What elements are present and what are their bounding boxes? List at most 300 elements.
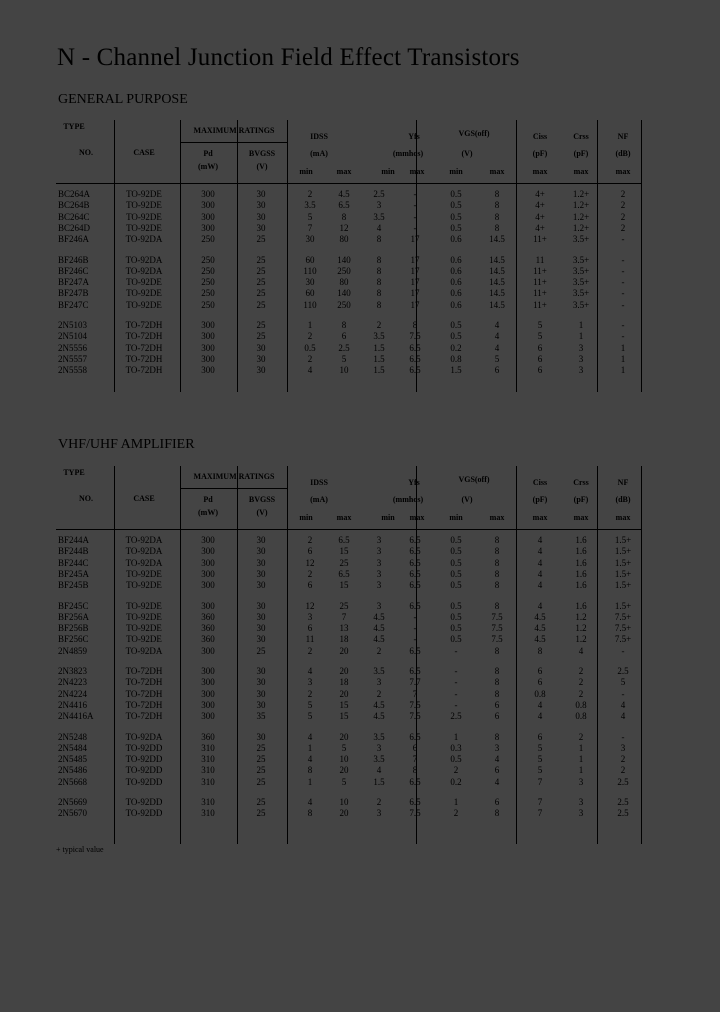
cell-yfs-min: 3 bbox=[376, 808, 382, 818]
cell-vgs-max: 8 bbox=[494, 646, 500, 656]
cell-idss-min: 60 bbox=[305, 255, 315, 265]
cell-ciss: 4+ bbox=[535, 212, 545, 222]
cell-case: TO-92DD bbox=[125, 743, 163, 753]
header-max: max bbox=[615, 513, 631, 522]
cell-yfs-max: - bbox=[413, 623, 417, 633]
cell-yfs-max: 6.5 bbox=[409, 569, 421, 579]
table-column-divider bbox=[641, 120, 642, 392]
cell-yfs-min: 3 bbox=[376, 546, 382, 556]
cell-bvgss: 25 bbox=[256, 743, 266, 753]
cell-ciss: 8 bbox=[537, 646, 543, 656]
cell-yfs-max: 6.5 bbox=[409, 601, 421, 611]
cell-crss: 3 bbox=[578, 365, 584, 375]
cell-type: 2N5558 bbox=[58, 365, 87, 375]
cell-idss-min: 2 bbox=[307, 646, 313, 656]
header-max: max bbox=[489, 167, 505, 176]
cell-yfs-max: 7.7 bbox=[409, 677, 421, 687]
cell-bvgss: 30 bbox=[256, 689, 266, 699]
cell-yfs-max: 7.5 bbox=[409, 700, 421, 710]
header-max: max bbox=[615, 167, 631, 176]
cell-type: 2N4223 bbox=[58, 677, 87, 687]
cell-yfs-min: 3 bbox=[376, 200, 382, 210]
cell-type: 2N5668 bbox=[58, 777, 87, 787]
cell-vgs-min: 0.6 bbox=[450, 234, 462, 244]
cell-vgs-min: 0.6 bbox=[450, 300, 462, 310]
cell-nf: 1.5+ bbox=[614, 580, 632, 590]
cell-bvgss: 30 bbox=[256, 677, 266, 687]
cell-nf: 2.5 bbox=[617, 666, 629, 676]
cell-idss-min: 4 bbox=[307, 666, 313, 676]
header-max: max bbox=[532, 513, 548, 522]
cell-case: TO-92DE bbox=[126, 569, 162, 579]
cell-idss-max: 2.5 bbox=[338, 343, 350, 353]
table-column-divider bbox=[597, 466, 598, 844]
cell-vgs-max: 8 bbox=[494, 689, 500, 699]
header-bvgss: BVGSS bbox=[248, 149, 276, 158]
cell-yfs-max: 7 bbox=[412, 754, 418, 764]
cell-vgs-min: 0.6 bbox=[450, 277, 462, 287]
cell-pd: 310 bbox=[201, 754, 215, 764]
header-crss: Crss bbox=[573, 132, 589, 141]
cell-idss-max: 15 bbox=[339, 580, 349, 590]
cell-yfs-max: 17 bbox=[410, 234, 420, 244]
header-min: min bbox=[449, 167, 463, 176]
cell-bvgss: 25 bbox=[256, 777, 266, 787]
cell-type: 2N5103 bbox=[58, 320, 87, 330]
cell-crss: 1 bbox=[578, 765, 584, 775]
cell-nf: - bbox=[621, 266, 625, 276]
cell-bvgss: 35 bbox=[256, 711, 266, 721]
header-divider bbox=[56, 183, 641, 184]
header-vgs: VGS(off) bbox=[458, 129, 490, 138]
cell-crss: 1.6 bbox=[575, 546, 587, 556]
cell-case: TO-72DH bbox=[125, 365, 163, 375]
cell-pd: 300 bbox=[201, 331, 215, 341]
cell-ciss: 4.5 bbox=[534, 634, 546, 644]
cell-case: TO-92DD bbox=[125, 777, 163, 787]
cell-bvgss: 25 bbox=[256, 266, 266, 276]
cell-idss-max: 8 bbox=[341, 320, 347, 330]
cell-idss-min: 1 bbox=[307, 743, 313, 753]
cell-type: 2N4416 bbox=[58, 700, 87, 710]
cell-pd: 300 bbox=[201, 689, 215, 699]
cell-bvgss: 25 bbox=[256, 255, 266, 265]
cell-nf: 2 bbox=[620, 754, 626, 764]
cell-crss: 3.5+ bbox=[572, 266, 590, 276]
cell-idss-min: 2 bbox=[307, 189, 313, 199]
cell-yfs-min: 8 bbox=[376, 234, 382, 244]
cell-yfs-max: 6.5 bbox=[409, 732, 421, 742]
cell-idss-min: 5 bbox=[307, 700, 313, 710]
cell-vgs-min: 0.5 bbox=[450, 569, 462, 579]
cell-idss-max: 6.5 bbox=[338, 569, 350, 579]
cell-type: 2N3823 bbox=[58, 666, 87, 676]
cell-nf: 2.5 bbox=[617, 797, 629, 807]
cell-bvgss: 30 bbox=[256, 223, 266, 233]
cell-idss-max: 20 bbox=[339, 765, 349, 775]
cell-crss: 4 bbox=[578, 646, 584, 656]
cell-vgs-min: 2 bbox=[453, 765, 459, 775]
cell-crss: 1 bbox=[578, 331, 584, 341]
cell-vgs-max: 14.5 bbox=[489, 277, 505, 287]
cell-vgs-min: 0.6 bbox=[450, 288, 462, 298]
cell-case: TO-92DE bbox=[126, 223, 162, 233]
cell-yfs-max: 6.5 bbox=[409, 580, 421, 590]
cell-idss-min: 110 bbox=[303, 300, 317, 310]
cell-vgs-min: 0.3 bbox=[450, 743, 462, 753]
cell-bvgss: 30 bbox=[256, 666, 266, 676]
cell-vgs-max: 14.5 bbox=[489, 288, 505, 298]
header-max: max bbox=[573, 513, 589, 522]
cell-idss-min: 4 bbox=[307, 754, 313, 764]
cell-idss-min: 11 bbox=[305, 634, 315, 644]
table-column-divider bbox=[114, 466, 115, 844]
cell-nf: 1.5+ bbox=[614, 535, 632, 545]
cell-vgs-max: 4 bbox=[494, 331, 500, 341]
cell-case: TO-92DE bbox=[126, 634, 162, 644]
cell-yfs-max: - bbox=[413, 612, 417, 622]
cell-ciss: 11+ bbox=[533, 300, 547, 310]
cell-case: TO-92DE bbox=[126, 277, 162, 287]
cell-idss-max: 140 bbox=[337, 255, 351, 265]
header-min: min bbox=[381, 513, 395, 522]
cell-yfs-max: 8 bbox=[412, 765, 418, 775]
header-pd: Pd bbox=[203, 149, 213, 158]
cell-ciss: 5 bbox=[537, 320, 543, 330]
header-max: max bbox=[336, 167, 352, 176]
cell-idss-max: 6.5 bbox=[338, 200, 350, 210]
cell-vgs-min: 0.2 bbox=[450, 777, 462, 787]
cell-yfs-max: 6.5 bbox=[409, 354, 421, 364]
header-pd_unit: (mW) bbox=[198, 162, 218, 171]
cell-ciss: 4 bbox=[537, 558, 543, 568]
cell-idss-min: 3.5 bbox=[304, 200, 316, 210]
cell-idss-min: 2 bbox=[307, 354, 313, 364]
header-underline bbox=[180, 142, 287, 143]
cell-type: 2N4416A bbox=[58, 711, 94, 721]
cell-vgs-min: 1 bbox=[453, 732, 459, 742]
cell-yfs-min: 2 bbox=[376, 797, 382, 807]
cell-case: TO-92DA bbox=[125, 546, 163, 556]
cell-bvgss: 30 bbox=[256, 623, 266, 633]
cell-vgs-min: 0.5 bbox=[450, 634, 462, 644]
cell-crss: 2 bbox=[578, 666, 584, 676]
cell-case: TO-92DD bbox=[125, 797, 163, 807]
cell-nf: 7.5+ bbox=[614, 612, 632, 622]
cell-yfs-min: 3.5 bbox=[373, 331, 385, 341]
table-column-divider bbox=[237, 466, 238, 844]
cell-vgs-max: 14.5 bbox=[489, 266, 505, 276]
section-title-general-purpose: GENERAL PURPOSE bbox=[58, 92, 188, 107]
header-crss_unit: (pF) bbox=[573, 149, 589, 158]
cell-bvgss: 30 bbox=[256, 732, 266, 742]
table-column-divider bbox=[180, 466, 181, 844]
cell-ciss: 11 bbox=[535, 255, 545, 265]
cell-case: TO-92DD bbox=[125, 765, 163, 775]
cell-ciss: 6 bbox=[537, 354, 543, 364]
cell-yfs-min: 2.5 bbox=[373, 189, 385, 199]
cell-yfs-max: 6.5 bbox=[409, 797, 421, 807]
header-nf: NF bbox=[617, 478, 629, 487]
cell-nf: - bbox=[621, 234, 625, 244]
cell-vgs-min: - bbox=[454, 646, 458, 656]
cell-yfs-min: 4 bbox=[376, 223, 382, 233]
cell-idss-min: 12 bbox=[305, 601, 315, 611]
cell-bvgss: 30 bbox=[256, 200, 266, 210]
header-ciss_unit: (pF) bbox=[532, 149, 548, 158]
cell-nf: - bbox=[621, 300, 625, 310]
cell-type: BF244B bbox=[58, 546, 89, 556]
cell-type: 2N5485 bbox=[58, 754, 87, 764]
cell-vgs-max: 6 bbox=[494, 365, 500, 375]
cell-vgs-max: 8 bbox=[494, 808, 500, 818]
cell-yfs-max: 17 bbox=[410, 288, 420, 298]
cell-crss: 3 bbox=[578, 354, 584, 364]
cell-yfs-max: 7 bbox=[412, 689, 418, 699]
cell-pd: 310 bbox=[201, 808, 215, 818]
cell-vgs-max: 8 bbox=[494, 558, 500, 568]
cell-vgs-max: 7.5 bbox=[491, 623, 503, 633]
cell-yfs-min: 3 bbox=[376, 569, 382, 579]
cell-pd: 300 bbox=[201, 646, 215, 656]
cell-vgs-min: 0.5 bbox=[450, 546, 462, 556]
cell-pd: 300 bbox=[201, 189, 215, 199]
cell-yfs-min: 2 bbox=[376, 646, 382, 656]
cell-yfs-min: 3 bbox=[376, 677, 382, 687]
cell-crss: 3.5+ bbox=[572, 288, 590, 298]
cell-yfs-max: 8 bbox=[412, 320, 418, 330]
cell-idss-min: 0.5 bbox=[304, 343, 316, 353]
cell-yfs-max: 7.5 bbox=[409, 331, 421, 341]
cell-pd: 300 bbox=[201, 354, 215, 364]
cell-vgs-max: 6 bbox=[494, 711, 500, 721]
cell-idss-max: 6.5 bbox=[338, 535, 350, 545]
cell-idss-max: 5 bbox=[341, 777, 347, 787]
cell-crss: 3.5+ bbox=[572, 234, 590, 244]
cell-vgs-min: 0.5 bbox=[450, 623, 462, 633]
cell-crss: 3.5+ bbox=[572, 300, 590, 310]
cell-nf: 3 bbox=[620, 743, 626, 753]
cell-idss-max: 15 bbox=[339, 711, 349, 721]
cell-yfs-min: 3.5 bbox=[373, 754, 385, 764]
cell-ciss: 11+ bbox=[533, 277, 547, 287]
cell-ciss: 7 bbox=[537, 808, 543, 818]
cell-vgs-max: 14.5 bbox=[489, 234, 505, 244]
cell-pd: 300 bbox=[201, 558, 215, 568]
cell-idss-min: 7 bbox=[307, 223, 313, 233]
cell-type: BF246B bbox=[58, 255, 89, 265]
cell-idss-max: 18 bbox=[339, 677, 349, 687]
cell-type: 2N5557 bbox=[58, 354, 87, 364]
cell-nf: 1.5+ bbox=[614, 601, 632, 611]
cell-vgs-max: 8 bbox=[494, 189, 500, 199]
cell-ciss: 7 bbox=[537, 777, 543, 787]
cell-idss-max: 20 bbox=[339, 808, 349, 818]
cell-idss-max: 12 bbox=[339, 223, 349, 233]
cell-pd: 300 bbox=[201, 601, 215, 611]
cell-vgs-max: 8 bbox=[494, 212, 500, 222]
header-max: max bbox=[409, 167, 425, 176]
cell-case: TO-92DA bbox=[125, 266, 163, 276]
header-nf_unit: (dB) bbox=[615, 495, 631, 504]
cell-nf: 1.5+ bbox=[614, 569, 632, 579]
cell-idss-max: 5 bbox=[341, 354, 347, 364]
cell-vgs-min: 0.5 bbox=[450, 200, 462, 210]
cell-bvgss: 30 bbox=[256, 365, 266, 375]
cell-case: TO-92DE bbox=[126, 580, 162, 590]
cell-ciss: 4.5 bbox=[534, 623, 546, 633]
cell-type: 2N5248 bbox=[58, 732, 87, 742]
cell-type: BF247B bbox=[58, 288, 89, 298]
cell-vgs-min: 0.5 bbox=[450, 580, 462, 590]
cell-idss-max: 80 bbox=[339, 277, 349, 287]
cell-idss-min: 6 bbox=[307, 623, 313, 633]
cell-vgs-min: 1.5 bbox=[450, 365, 462, 375]
cell-idss-max: 18 bbox=[339, 634, 349, 644]
cell-crss: 3 bbox=[578, 808, 584, 818]
cell-yfs-max: 6.5 bbox=[409, 646, 421, 656]
cell-vgs-min: 2 bbox=[453, 808, 459, 818]
cell-nf: 2 bbox=[620, 765, 626, 775]
cell-idss-min: 6 bbox=[307, 580, 313, 590]
cell-vgs-max: 4 bbox=[494, 320, 500, 330]
cell-type: 2N5104 bbox=[58, 331, 87, 341]
cell-yfs-max: - bbox=[413, 634, 417, 644]
cell-bvgss: 25 bbox=[256, 808, 266, 818]
header-type: TYPE bbox=[63, 122, 85, 131]
cell-yfs-min: 1.5 bbox=[373, 354, 385, 364]
cell-type: 2N5556 bbox=[58, 343, 87, 353]
cell-yfs-max: 6.5 bbox=[409, 546, 421, 556]
cell-idss-max: 15 bbox=[339, 546, 349, 556]
cell-idss-min: 2 bbox=[307, 535, 313, 545]
cell-yfs-min: 2 bbox=[376, 320, 382, 330]
cell-pd: 300 bbox=[201, 320, 215, 330]
cell-nf: 2 bbox=[620, 212, 626, 222]
cell-nf: - bbox=[621, 689, 625, 699]
cell-bvgss: 30 bbox=[256, 212, 266, 222]
cell-pd: 360 bbox=[201, 612, 215, 622]
cell-vgs-min: 0.8 bbox=[450, 354, 462, 364]
cell-crss: 1 bbox=[578, 320, 584, 330]
cell-yfs-max: 6.5 bbox=[409, 535, 421, 545]
cell-idss-max: 140 bbox=[337, 288, 351, 298]
cell-pd: 300 bbox=[201, 200, 215, 210]
cell-case: TO-72DH bbox=[125, 666, 163, 676]
cell-bvgss: 25 bbox=[256, 646, 266, 656]
cell-yfs-max: 6.5 bbox=[409, 365, 421, 375]
cell-case: TO-72DH bbox=[125, 711, 163, 721]
cell-yfs-min: 1.5 bbox=[373, 365, 385, 375]
spec-table-vhf-uhf-amplifier bbox=[56, 466, 643, 844]
cell-case: TO-92DE bbox=[126, 200, 162, 210]
cell-ciss: 4+ bbox=[535, 189, 545, 199]
cell-yfs-min: 3 bbox=[376, 743, 382, 753]
cell-idss-max: 10 bbox=[339, 754, 349, 764]
cell-yfs-min: 8 bbox=[376, 266, 382, 276]
cell-vgs-max: 14.5 bbox=[489, 255, 505, 265]
cell-vgs-min: 0.6 bbox=[450, 255, 462, 265]
cell-type: BC264B bbox=[58, 200, 90, 210]
cell-yfs-min: 2 bbox=[376, 689, 382, 699]
cell-case: TO-92DA bbox=[125, 234, 163, 244]
cell-idss-min: 4 bbox=[307, 797, 313, 807]
cell-ciss: 5 bbox=[537, 765, 543, 775]
cell-case: TO-92DE bbox=[126, 623, 162, 633]
cell-nf: 1.5+ bbox=[614, 546, 632, 556]
cell-case: TO-92DD bbox=[125, 808, 163, 818]
cell-case: TO-72DH bbox=[125, 331, 163, 341]
cell-type: BF256B bbox=[58, 623, 89, 633]
cell-type: BC264D bbox=[58, 223, 91, 233]
table-column-divider bbox=[287, 120, 288, 392]
header-case: CASE bbox=[133, 148, 155, 157]
cell-crss: 2 bbox=[578, 732, 584, 742]
cell-vgs-max: 8 bbox=[494, 223, 500, 233]
cell-type: BF247C bbox=[58, 300, 89, 310]
cell-vgs-min: 0.5 bbox=[450, 212, 462, 222]
cell-type: BF246C bbox=[58, 266, 89, 276]
cell-vgs-min: 0.5 bbox=[450, 535, 462, 545]
cell-case: TO-92DE bbox=[126, 300, 162, 310]
cell-crss: 1.2+ bbox=[572, 189, 590, 199]
header-crss: Crss bbox=[573, 478, 589, 487]
cell-idss-min: 5 bbox=[307, 711, 313, 721]
cell-vgs-min: - bbox=[454, 700, 458, 710]
table-column-divider bbox=[641, 466, 642, 844]
cell-type: BF246A bbox=[58, 234, 90, 244]
cell-yfs-max: - bbox=[413, 223, 417, 233]
cell-yfs-min: 4.5 bbox=[373, 634, 385, 644]
cell-pd: 360 bbox=[201, 623, 215, 633]
cell-case: TO-72DH bbox=[125, 320, 163, 330]
cell-yfs-max: 6.5 bbox=[409, 777, 421, 787]
cell-bvgss: 25 bbox=[256, 797, 266, 807]
cell-idss-max: 80 bbox=[339, 234, 349, 244]
header-max: max bbox=[409, 513, 425, 522]
cell-pd: 250 bbox=[201, 255, 215, 265]
header-divider bbox=[56, 529, 641, 530]
cell-idss-max: 20 bbox=[339, 666, 349, 676]
header-underline bbox=[180, 488, 287, 489]
cell-yfs-min: 4.5 bbox=[373, 623, 385, 633]
cell-vgs-max: 8 bbox=[494, 535, 500, 545]
cell-nf: 4 bbox=[620, 700, 626, 710]
cell-idss-min: 60 bbox=[305, 288, 315, 298]
header-yfs: Yfs bbox=[408, 478, 420, 487]
cell-idss-min: 12 bbox=[305, 558, 315, 568]
cell-crss: 1.6 bbox=[575, 558, 587, 568]
header-maxratings: MAXIMUM RATINGS bbox=[193, 472, 275, 481]
header-max: max bbox=[532, 167, 548, 176]
cell-ciss: 4 bbox=[537, 546, 543, 556]
cell-idss-max: 25 bbox=[339, 558, 349, 568]
cell-case: TO-92DA bbox=[125, 558, 163, 568]
cell-ciss: 4 bbox=[537, 711, 543, 721]
cell-type: BF245C bbox=[58, 601, 89, 611]
cell-pd: 250 bbox=[201, 277, 215, 287]
cell-vgs-max: 4 bbox=[494, 777, 500, 787]
cell-bvgss: 25 bbox=[256, 288, 266, 298]
cell-idss-min: 5 bbox=[307, 212, 313, 222]
table-column-divider bbox=[287, 466, 288, 844]
cell-type: BF247A bbox=[58, 277, 90, 287]
cell-type: BF256A bbox=[58, 612, 90, 622]
cell-idss-min: 1 bbox=[307, 320, 313, 330]
cell-vgs-min: 0.5 bbox=[450, 558, 462, 568]
header-crss_unit: (pF) bbox=[573, 495, 589, 504]
cell-yfs-max: 7.5 bbox=[409, 808, 421, 818]
